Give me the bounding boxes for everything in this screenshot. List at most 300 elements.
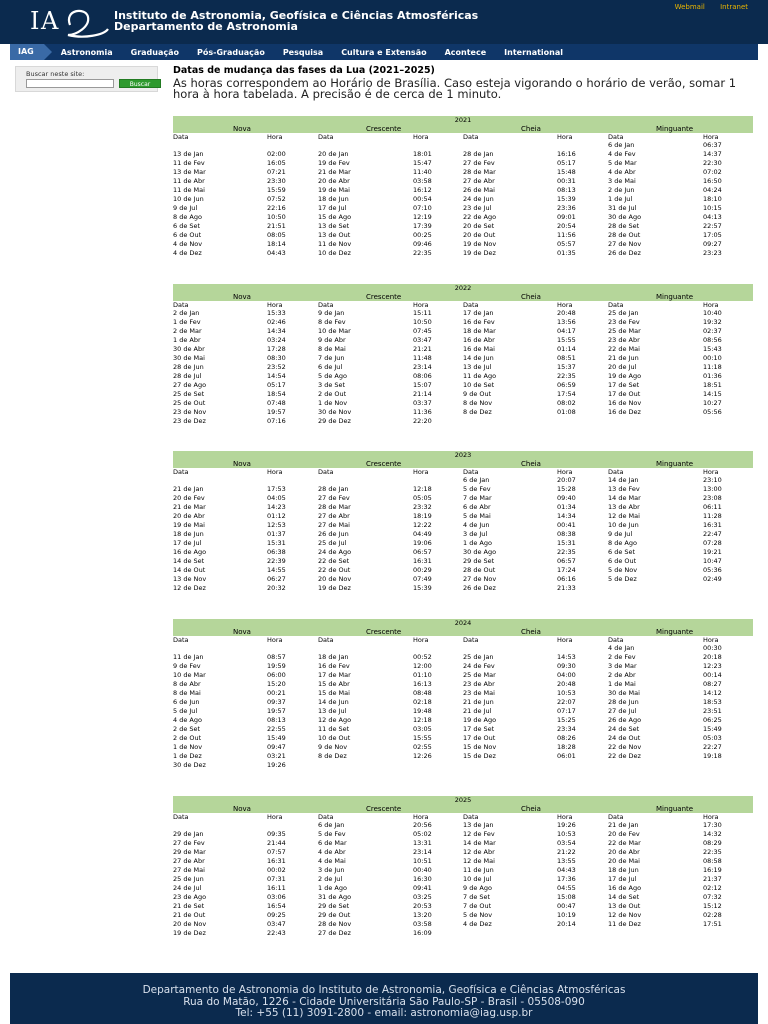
table-cell-date: 2 de Jan [173, 309, 200, 317]
table-cell-date: 20 de Fev [608, 830, 640, 838]
table-cell-date: 7 de Jun [318, 354, 345, 362]
table-cell-time: 00:47 [557, 902, 576, 910]
table-cell-time: 08:06 [413, 372, 432, 380]
table-cell-date: 23 de Nov [173, 408, 207, 416]
column-header-data: Data [173, 813, 189, 821]
iag-logo[interactable] [30, 5, 110, 41]
table-cell-time: 14:55 [267, 566, 286, 574]
table-cell-time: 00:31 [557, 177, 576, 185]
table-cell-date: 10 de Mar [173, 671, 206, 679]
table-cell-time: 23:30 [267, 177, 286, 185]
table-cell-time: 15:55 [557, 336, 576, 344]
nav-item-iag[interactable]: IAG [10, 44, 44, 60]
phase-header-crescente: Crescente [366, 125, 402, 133]
table-cell-date: 13 de Mar [173, 168, 206, 176]
table-cell-time: 06:11 [703, 503, 722, 511]
table-cell-time: 06:00 [267, 671, 286, 679]
table-cell-date: 25 de Set [173, 390, 205, 398]
table-cell-time: 12:19 [413, 213, 432, 221]
nav-item-graduacao[interactable]: Graduação [130, 47, 179, 57]
table-cell-date: 13 de Fev [608, 485, 640, 493]
table-cell-time: 16:31 [703, 521, 722, 529]
table-cell-date: 5 de Nov [463, 911, 493, 919]
table-cell-time: 15:47 [413, 159, 432, 167]
table-cell-time: 04:00 [557, 671, 576, 679]
table-cell-time: 14:53 [557, 653, 576, 661]
table-cell-time: 06:38 [267, 548, 286, 556]
table-cell-time: 05:03 [703, 734, 722, 742]
nav-item-cultura-extensao[interactable]: Cultura e Extensão [341, 47, 427, 57]
table-cell-date: 28 de Nov [318, 920, 352, 928]
table-cell-date: 14 de Set [173, 557, 205, 565]
table-cell-time: 23:36 [557, 204, 576, 212]
table-cell-time: 03:06 [267, 893, 286, 901]
table-cell-time: 19:48 [413, 707, 432, 715]
table-cell-date: 6 de Set [173, 222, 201, 230]
table-cell-date: 24 de Jun [463, 195, 494, 203]
table-cell-date: 12 de Nov [608, 911, 642, 919]
table-cell-date: 15 de Mai [318, 689, 350, 697]
year-label: 2022 [454, 284, 472, 292]
table-cell-time: 07:17 [557, 707, 576, 715]
table-cell-time: 08:48 [413, 689, 432, 697]
table-cell-time: 03:54 [557, 839, 576, 847]
table-cell-time: 11:48 [413, 354, 432, 362]
table-cell-time: 22:20 [413, 417, 432, 425]
table-cell-date: 6 de Jan [608, 141, 635, 149]
table-cell-date: 10 de Jul [463, 875, 492, 883]
table-cell-date: 9 de Abr [318, 336, 346, 344]
table-cell-time: 07:48 [267, 399, 286, 407]
table-cell-date: 9 de Fev [173, 662, 201, 670]
table-cell-time: 14:34 [557, 512, 576, 520]
table-cell-date: 28 de Mar [318, 503, 351, 511]
table-cell-time: 11:36 [413, 408, 432, 416]
nav-item-astronomia[interactable]: Astronomia [60, 47, 113, 57]
table-cell-date: 3 de Jul [463, 530, 488, 538]
table-cell-date: 19 de Ago [463, 716, 497, 724]
table-cell-time: 13:55 [557, 857, 576, 865]
table-cell-date: 8 de Fev [318, 318, 346, 326]
table-cell-time: 07:31 [267, 875, 286, 883]
phase-header-cheia: Cheia [521, 293, 541, 301]
table-cell-date: 8 de Ago [173, 213, 202, 221]
table-cell-date: 18 de Jun [318, 195, 349, 203]
table-cell-time: 15:55 [413, 734, 432, 742]
table-cell-time: 08:13 [557, 186, 576, 194]
table-cell-time: 09:46 [413, 240, 432, 248]
table-cell-date: 2 de Out [318, 390, 347, 398]
table-cell-date: 30 de Mai [173, 354, 205, 362]
table-cell-time: 16:31 [413, 557, 432, 565]
table-cell-date: 1 de Nov [173, 743, 203, 751]
column-header-hora: Hora [703, 636, 719, 644]
table-cell-time: 07:32 [703, 893, 722, 901]
column-header-data: Data [173, 636, 189, 644]
table-cell-time: 02:37 [703, 327, 722, 335]
table-cell-time: 01:14 [557, 345, 576, 353]
table-cell-date: 8 de Dez [318, 752, 347, 760]
table-cell-date: 17 de Out [608, 390, 641, 398]
table-cell-date: 1 de Dez [173, 752, 202, 760]
table-cell-time: 21:14 [413, 390, 432, 398]
table-cell-date: 27 de Fev [463, 159, 495, 167]
table-cell-date: 2 de Mar [173, 327, 202, 335]
table-cell-time: 05:17 [557, 159, 576, 167]
table-cell-time: 14:54 [267, 372, 286, 380]
search-button[interactable]: Buscar [119, 79, 161, 88]
table-cell-date: 16 de Ago [173, 548, 207, 556]
table-cell-date: 9 de Out [463, 390, 492, 398]
table-cell-date: 28 de Out [608, 231, 641, 239]
column-header-hora: Hora [557, 133, 573, 141]
table-cell-date: 30 de Ago [463, 548, 497, 556]
table-cell-time: 07:52 [267, 195, 286, 203]
table-cell-time: 06:16 [557, 575, 576, 583]
table-cell-time: 19:18 [703, 752, 722, 760]
phase-header-crescente: Crescente [366, 628, 402, 636]
phase-header-minguante: Minguante [656, 125, 694, 133]
table-cell-date: 18 de Jun [608, 866, 639, 874]
table-cell-time: 09:30 [557, 662, 576, 670]
table-cell-date: 23 de Dez [173, 417, 206, 425]
table-cell-date: 10 de Set [463, 381, 495, 389]
table-cell-date: 30 de Dez [173, 761, 206, 769]
table-cell-date: 22 de Dez [608, 752, 641, 760]
table-cell-time: 17:05 [703, 231, 722, 239]
table-cell-date: 4 de Jan [608, 644, 635, 652]
webmail-link[interactable]: Webmail [674, 3, 705, 11]
table-cell-date: 23 de Abr [608, 336, 640, 344]
table-cell-time: 01:34 [557, 503, 576, 511]
logo-letter-i: I [30, 7, 40, 35]
table-cell-time: 00:54 [413, 195, 432, 203]
table-cell-time: 18:28 [557, 743, 576, 751]
table-cell-date: 4 de Fev [608, 150, 636, 158]
year-label: 2021 [454, 116, 472, 124]
table-cell-time: 10:50 [267, 213, 286, 221]
table-cell-date: 11 de Dez [608, 920, 641, 928]
table-cell-date: 2 de Out [173, 734, 202, 742]
table-cell-date: 12 de Abr [463, 848, 495, 856]
table-cell-time: 14:23 [267, 503, 286, 511]
phase-header-nova: Nova [233, 125, 251, 133]
intro-text: As horas correspondem ao Horário de Brasília. Caso esteja vigorando o horário de verão, somar 1 hora à hora tabelada. A precisão é de cerca de 1 minuto. [173, 76, 737, 101]
table-cell-date: 14 de Mar [463, 839, 496, 847]
table-cell-date: 19 de Ago [608, 372, 642, 380]
table-cell-date: 8 de Nov [463, 399, 493, 407]
table-cell-date: 9 de Jul [608, 530, 633, 538]
column-header-hora: Hora [267, 301, 283, 309]
table-cell-date: 8 de Abr [173, 680, 201, 688]
table-cell-time: 07:16 [267, 417, 286, 425]
table-cell-time: 11:56 [557, 231, 576, 239]
table-cell-date: 16 de Mai [463, 345, 495, 353]
table-cell-time: 10:53 [557, 689, 576, 697]
table-cell-time: 16:30 [413, 875, 432, 883]
table-cell-time: 04:24 [703, 186, 722, 194]
table-cell-time: 03:47 [267, 920, 286, 928]
table-cell-time: 08:26 [557, 734, 576, 742]
table-cell-date: 26 de Mai [463, 186, 495, 194]
column-header-data: Data [608, 301, 624, 309]
table-cell-date: 25 de Mar [463, 671, 496, 679]
table-cell-time: 07:49 [413, 575, 432, 583]
table-cell-date: 6 de Out [173, 231, 202, 239]
table-cell-date: 27 de Abr [318, 512, 350, 520]
table-cell-date: 18 de Jan [318, 653, 349, 661]
table-cell-time: 22:16 [267, 204, 286, 212]
table-cell-date: 10 de Dez [318, 249, 351, 257]
table-cell-time: 13:56 [557, 318, 576, 326]
table-cell-time: 02:46 [267, 318, 286, 326]
table-cell-time: 20:14 [557, 920, 576, 928]
table-cell-date: 23 de Mai [463, 689, 495, 697]
table-cell-time: 08:30 [267, 354, 286, 362]
search-input[interactable] [26, 79, 114, 88]
table-cell-time: 17:54 [557, 390, 576, 398]
table-cell-date: 5 de Jul [173, 707, 198, 715]
table-cell-date: 21 de Set [173, 902, 205, 910]
table-cell-date: 28 de Set [608, 222, 640, 230]
table-cell-date: 2 de Fev [608, 653, 636, 661]
table-cell-date: 5 de Nov [608, 566, 638, 574]
footer-line-department: Departamento de Astronomia do Instituto de Astronomia, Geofísica e Ciências Atmosféricas [142, 984, 626, 996]
table-cell-time: 17:24 [557, 566, 576, 574]
table-cell-date: 22 de Out [318, 566, 351, 574]
table-cell-time: 15:07 [413, 381, 432, 389]
table-cell-time: 05:57 [557, 240, 576, 248]
table-cell-time: 11:28 [703, 512, 722, 520]
table-cell-date: 6 de Abr [463, 503, 491, 511]
table-cell-time: 09:25 [267, 911, 286, 919]
table-cell-time: 16:12 [413, 186, 432, 194]
table-cell-date: 6 de Jan [318, 821, 345, 829]
table-cell-date: 17 de Jul [318, 204, 347, 212]
table-cell-time: 16:50 [703, 177, 722, 185]
table-cell-time: 08:51 [557, 354, 576, 362]
table-cell-date: 27 de Nov [463, 575, 497, 583]
table-cell-time: 19:32 [703, 318, 722, 326]
table-cell-date: 2 de Jul [318, 875, 343, 883]
table-cell-time: 03:21 [267, 752, 286, 760]
table-cell-time: 17:36 [557, 875, 576, 883]
table-cell-date: 29 de Jan [173, 830, 204, 838]
table-cell-date: 13 de Out [608, 902, 641, 910]
table-cell-time: 16:19 [703, 866, 722, 874]
table-cell-date: 28 de Jun [608, 698, 639, 706]
table-cell-time: 15:25 [557, 716, 576, 724]
table-cell-time: 15:31 [557, 539, 576, 547]
table-cell-time: 02:18 [413, 698, 432, 706]
table-cell-date: 1 de Nov [318, 399, 348, 407]
column-header-hora: Hora [557, 636, 573, 644]
table-cell-date: 26 de Dez [463, 584, 496, 592]
table-cell-time: 21:22 [557, 848, 576, 856]
table-cell-date: 9 de Ago [463, 884, 492, 892]
table-cell-time: 20:18 [703, 653, 722, 661]
table-cell-date: 17 de Out [463, 734, 496, 742]
table-cell-date: 25 de Jan [463, 653, 494, 661]
table-cell-date: 11 de Set [318, 725, 350, 733]
table-cell-date: 5 de Fev [318, 830, 346, 838]
table-cell-date: 22 de Nov [608, 743, 642, 751]
table-cell-date: 31 de Ago [318, 893, 352, 901]
table-cell-date: 18 de Jun [173, 530, 204, 538]
column-header-data: Data [463, 468, 479, 476]
table-cell-date: 11 de Fev [173, 159, 205, 167]
table-cell-time: 15:08 [557, 893, 576, 901]
table-cell-date: 8 de Mai [318, 345, 346, 353]
table-cell-time: 17:39 [413, 222, 432, 230]
table-cell-time: 10:50 [413, 318, 432, 326]
table-cell-time: 17:53 [267, 485, 286, 493]
table-cell-time: 22:35 [557, 548, 576, 556]
column-header-data: Data [608, 813, 624, 821]
table-cell-time: 10:19 [557, 911, 576, 919]
table-cell-time: 06:37 [703, 141, 722, 149]
table-cell-time: 16:05 [267, 159, 286, 167]
table-cell-time: 09:47 [267, 743, 286, 751]
table-cell-time: 09:37 [267, 698, 286, 706]
table-cell-date: 4 de Ago [173, 716, 202, 724]
table-cell-time: 12:53 [267, 521, 286, 529]
phase-header-cheia: Cheia [521, 805, 541, 813]
table-cell-time: 17:51 [703, 920, 722, 928]
table-cell-time: 16:13 [413, 680, 432, 688]
table-cell-date: 8 de Mai [173, 689, 201, 697]
table-cell-date: 22 de Mar [608, 839, 641, 847]
phase-header-minguante: Minguante [656, 805, 694, 813]
table-cell-date: 6 de Jul [318, 363, 343, 371]
table-cell-date: 7 de Out [463, 902, 492, 910]
table-cell-time: 10:51 [413, 857, 432, 865]
table-cell-date: 29 de Out [318, 911, 351, 919]
table-cell-time: 23:23 [703, 249, 722, 257]
table-cell-time: 23:52 [267, 363, 286, 371]
table-cell-date: 6 de Mar [318, 839, 347, 847]
table-cell-time: 23:14 [413, 363, 432, 371]
nav-item-international[interactable]: International [504, 47, 563, 57]
table-cell-date: 30 de Mai [608, 689, 640, 697]
table-cell-date: 21 de Mar [318, 168, 351, 176]
table-cell-time: 19:06 [413, 539, 432, 547]
top-links [662, 3, 748, 11]
search-label: Buscar neste site: [26, 70, 85, 78]
table-cell-time: 06:57 [413, 548, 432, 556]
table-cell-date: 5 de Ago [318, 372, 347, 380]
table-cell-time: 03:58 [413, 920, 432, 928]
table-cell-time: 09:40 [557, 494, 576, 502]
table-cell-time: 16:11 [267, 884, 286, 892]
table-cell-time: 08:38 [557, 530, 576, 538]
table-cell-time: 20:48 [557, 680, 576, 688]
table-cell-date: 2 de Jun [608, 186, 635, 194]
table-cell-time: 23:08 [703, 494, 722, 502]
table-cell-time: 01:35 [557, 249, 576, 257]
table-cell-date: 4 de Dez [463, 920, 492, 928]
table-cell-time: 06:59 [557, 381, 576, 389]
table-cell-date: 24 de Out [608, 734, 641, 742]
table-cell-time: 10:40 [703, 309, 722, 317]
table-cell-date: 13 de Abr [608, 503, 640, 511]
table-cell-time: 00:30 [703, 644, 722, 652]
table-cell-date: 15 de Ago [318, 213, 352, 221]
table-cell-time: 06:27 [267, 575, 286, 583]
table-cell-time: 18:01 [413, 150, 432, 158]
table-cell-time: 03:05 [413, 725, 432, 733]
table-cell-time: 04:43 [267, 249, 286, 257]
nav-item-pesquisa[interactable]: Pesquisa [282, 47, 324, 57]
table-cell-time: 09:01 [557, 213, 576, 221]
table-cell-date: 13 de Jan [173, 150, 204, 158]
table-cell-date: 23 de Ago [173, 893, 207, 901]
table-cell-time: 14:37 [703, 150, 722, 158]
table-cell-date: 23 de Jul [463, 204, 492, 212]
table-cell-time: 02:28 [703, 911, 722, 919]
year-label: 2024 [454, 619, 472, 627]
table-cell-date: 15 de Abr [318, 680, 350, 688]
nav-item-acontece[interactable]: Acontece [444, 47, 487, 57]
table-cell-time: 21:51 [267, 222, 286, 230]
table-cell-date: 26 de Ago [608, 716, 642, 724]
intranet-link[interactable]: Intranet [720, 3, 748, 11]
column-header-data: Data [318, 813, 334, 821]
table-cell-date: 4 de Mai [318, 857, 346, 865]
table-cell-date: 12 de Dez [173, 584, 206, 592]
table-cell-date: 11 de Ago [463, 372, 497, 380]
table-cell-time: 07:57 [267, 848, 286, 856]
table-cell-date: 3 de Jun [318, 866, 345, 874]
table-cell-date: 28 de Jan [463, 150, 494, 158]
year-label: 2025 [454, 796, 472, 804]
column-header-data: Data [463, 133, 479, 141]
table-cell-time: 23:14 [413, 848, 432, 856]
column-header-hora: Hora [703, 133, 719, 141]
table-cell-date: 16 de Dez [608, 408, 641, 416]
table-cell-time: 01:08 [557, 408, 576, 416]
table-cell-date: 24 de Set [608, 725, 640, 733]
table-cell-time: 04:49 [413, 530, 432, 538]
phase-header-minguante: Minguante [656, 293, 694, 301]
nav-item-pos-graduacao[interactable]: Pós-Graduação [197, 47, 265, 57]
column-header-data: Data [463, 301, 479, 309]
table-cell-date: 1 de Abr [173, 336, 201, 344]
table-cell-time: 18:51 [703, 381, 722, 389]
table-cell-date: 20 de Mai [608, 857, 640, 865]
table-cell-time: 08:57 [267, 653, 286, 661]
table-cell-date: 28 de Jul [173, 372, 202, 380]
table-cell-date: 20 de Nov [173, 920, 207, 928]
table-cell-date: 17 de Set [463, 725, 495, 733]
phase-header-nova: Nova [233, 460, 251, 468]
table-cell-time: 13:00 [703, 485, 722, 493]
table-cell-time: 17:28 [267, 345, 286, 353]
table-cell-time: 04:43 [557, 866, 576, 874]
column-header-data: Data [463, 813, 479, 821]
table-cell-time: 07:21 [267, 168, 286, 176]
table-cell-time: 08:29 [703, 839, 722, 847]
table-cell-date: 25 de Mar [608, 327, 641, 335]
table-cell-time: 00:14 [703, 671, 722, 679]
column-header-hora: Hora [557, 813, 573, 821]
table-cell-date: 21 de Mar [173, 503, 206, 511]
table-cell-time: 21:37 [703, 875, 722, 883]
table-cell-time: 04:55 [557, 884, 576, 892]
table-cell-date: 19 de Mai [318, 186, 350, 194]
table-cell-time: 08:02 [557, 399, 576, 407]
table-cell-date: 1 de Mai [608, 680, 636, 688]
